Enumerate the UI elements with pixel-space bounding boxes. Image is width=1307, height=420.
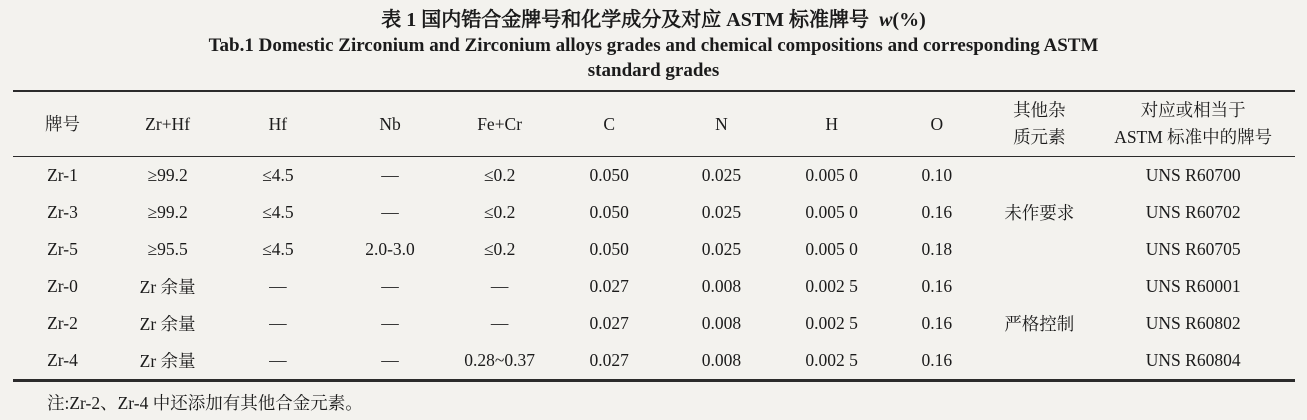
cell-zr-hf: ≥95.5 [147,239,188,259]
cell-n: 0.008 [701,276,742,296]
column-header-c: C [552,91,666,157]
cell-grade: Zr-0 [47,276,78,296]
cell-n: 0.008 [701,313,742,333]
column-header-fe-cr: Fe+Cr [447,91,552,157]
cell-grade: Zr-3 [47,202,78,222]
cell-fe-cr: ≤0.2 [483,239,516,259]
header-row [13,91,1295,157]
table-row [13,231,1295,268]
cell-c: 0.050 [589,202,629,222]
cell-o: 0.10 [921,165,953,185]
cell-astm: UNS R60001 [1145,276,1241,296]
cell-fe-cr: ≤0.2 [483,165,516,185]
cell-astm: UNS R60705 [1145,239,1241,259]
impurity-group-cell: 严格控制 [1004,314,1075,334]
cell-n: 0.025 [701,165,742,185]
cell-zr-hf: Zr 余量 [139,277,196,297]
column-header-h: H [777,91,887,157]
cell-o: 0.16 [921,202,953,222]
cell-hf: ≤4.5 [262,239,294,259]
table-row [13,194,1295,231]
column-header-nb: Nb [333,91,447,157]
cell-grade: Zr-2 [47,313,78,333]
cell-n: 0.025 [701,202,742,222]
cell-h: 0.002 5 [805,350,858,370]
column-header-other-impurities-line2: 质元素 [1013,127,1066,147]
table-row [13,157,1295,195]
cell-o: 0.16 [921,313,953,333]
table-title-chinese [0,0,1307,33]
mass-fraction-symbol: w [879,9,893,31]
cell-n: 0.008 [701,350,742,370]
cell-nb: — [381,276,399,296]
impurity-group-cell: 未作要求 [1004,203,1075,223]
cell-hf: ≤4.5 [262,165,294,185]
cell-astm: UNS R60802 [1145,313,1241,333]
table-title-chinese-text: 表 1 国内锆合金牌号和化学成分及对应 ASTM 标准牌号 [381,9,870,31]
cell-nb: — [381,313,399,333]
cell-zr-hf: Zr 余量 [139,351,196,371]
cell-astm: UNS R60702 [1145,202,1241,222]
column-header-zr-hf: Zr+Hf [112,91,222,157]
cell-o: 0.16 [921,350,953,370]
cell-fe-cr: — [490,276,509,296]
cell-fe-cr: 0.28~0.37 [464,350,535,370]
column-header-o: O [887,91,987,157]
cell-grade: Zr-4 [47,350,78,370]
column-header-grade: 牌号 [13,91,113,157]
cell-n: 0.025 [701,239,742,259]
cell-h: 0.002 5 [805,313,858,333]
table-row [13,342,1295,381]
table-title-english-line2: standard grades [587,60,720,81]
cell-nb: 2.0-3.0 [365,239,415,259]
cell-hf: — [269,276,287,296]
cell-fe-cr: — [490,313,509,333]
cell-h: 0.002 5 [805,276,858,296]
cell-grade: Zr-5 [47,239,78,259]
cell-grade: Zr-1 [47,165,78,185]
table-row [13,305,1295,342]
column-header-astm-line2: ASTM 标准中的牌号 [1114,127,1273,147]
cell-hf: ≤4.5 [262,202,294,222]
cell-o: 0.18 [921,239,953,259]
cell-c: 0.050 [589,165,629,185]
cell-h: 0.005 0 [805,165,858,185]
table-row [13,268,1295,305]
cell-o: 0.16 [921,276,953,296]
cell-zr-hf: Zr 余量 [139,314,196,334]
cell-c: 0.027 [589,313,629,333]
cell-astm: UNS R60700 [1145,165,1241,185]
cell-hf: — [269,313,287,333]
table-footnote: 注:Zr-2、Zr-4 中还添加有其他合金元素。 [47,393,363,413]
cell-fe-cr: ≤0.2 [483,202,516,222]
column-header-astm-line1: 对应或相当于 [1140,100,1246,120]
cell-h: 0.005 0 [805,239,858,259]
cell-nb: — [381,202,399,222]
cell-zr-hf: ≥99.2 [147,202,188,222]
percent-unit: (%) [892,9,926,31]
cell-c: 0.050 [589,239,629,259]
cell-c: 0.027 [589,276,629,296]
column-header-other-impurities [987,91,1092,157]
column-header-n: N [666,91,776,157]
column-header-hf: Hf [223,91,333,157]
cell-nb: — [381,350,399,370]
table-title-english-line1: Tab.1 Domestic Zirconium and Zirconium alloys grades and chemical compositions and corresponding ASTM [208,35,1099,56]
cell-nb: — [381,165,399,185]
cell-c: 0.027 [589,350,629,370]
cell-h: 0.005 0 [805,202,858,222]
cell-zr-hf: ≥99.2 [147,165,188,185]
cell-astm: UNS R60804 [1145,350,1241,370]
column-header-other-impurities-line1: 其他杂 [1013,100,1066,120]
column-header-astm [1092,91,1295,157]
cell-hf: — [269,350,287,370]
composition-table [13,90,1295,382]
